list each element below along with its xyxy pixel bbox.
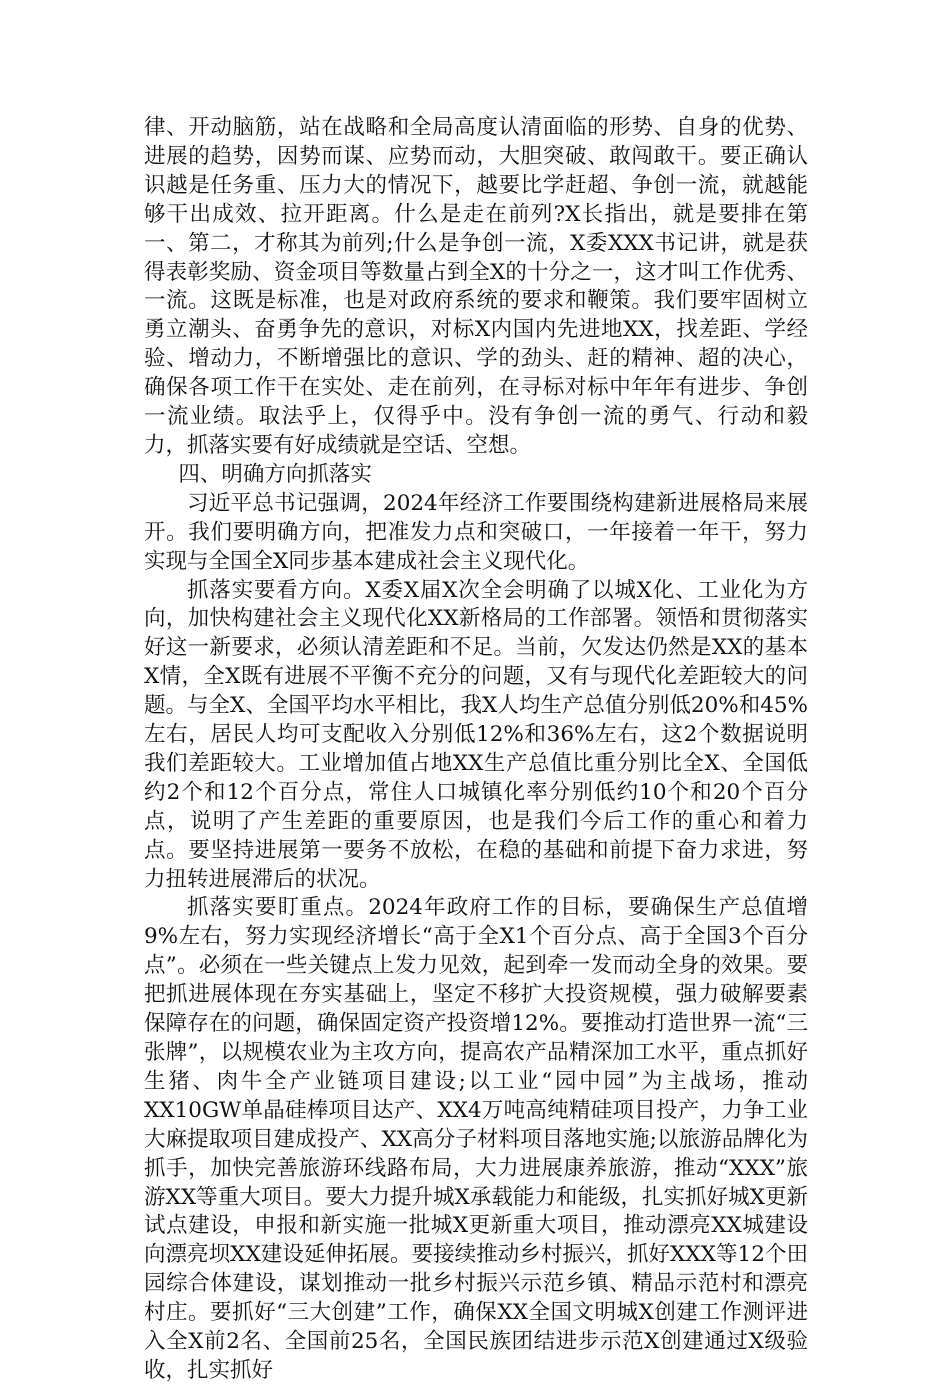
section-heading: 四、明确方向抓落实	[178, 461, 372, 487]
paragraph-direction: 抓落实要看方向。X委X届X次全会明确了以城X化、工业化为方向，加快构建社会主义现代化XX新格局的工作部署。领悟和贯彻落实好这一新要求，必须认清差距和不足。当前，欠发达仍然是XX的基本X情，全X既有进展不平衡不充分的问题，又有与现代化差距较大的问题。与全X、全国平均水平相比，我X人均生产总值分别低20%和45%左右，居民人均可支配收入分别低12%和36%左右，这2个数据说明我们差距较大。工业增加值占地XX生产总值比重分别比全X、全国低约2个和12个百分点，常住人口城镇化率分别低约10个和20个百分点，说明了产生差距的重要原因，也是我们今后工作的重心和着力点。要坚持进展第一要务不放松，在稳的基础和前提下奋力求进，努力扭转进展滞后的状况。	[144, 577, 808, 892]
paragraph-intro: 习近平总书记强调，2024年经济工作要围绕构建新进展格局来展开。我们要明确方向，把准发力点和突破口，一年接着一年干，努力实现与全国全X同步基本建成社会主义现代化。	[144, 490, 808, 574]
document-page	[144, 114, 808, 1386]
paragraph-priorities: 抓落实要盯重点。2024年政府工作的目标，要确保生产总值增9%左右，努力实现经济增长“高于全X1个百分点、高于全国3个百分点”。必须在一些关键点上发力见效，起到牵一发而动全身的效果。要把抓进展体现在夯实基础上，坚定不移扩大投资规模，强力破解要素保障存在的问题，确保固定资产投资增12%。要推动打造世界一流“三张牌”，以规模农业为主攻方向，提高农产品精深加工水平，重点抓好生猪、肉牛全产业链项目建设;以工业“园中园”为主战场，推动XX10GW单晶硅棒项目达产、XX4万吨高纯精硅项目投产，力争工业大麻提取项目建成投产、XX高分子材料项目落地实施;以旅游品牌化为抓手，加快完善旅游环线路布局，大力进展康养旅游，推动“XXX”旅游XX等重大项目。要大力提升城X承载能力和能级，扎实抓好城X更新试点建设，申报和新实施一批城X更新重大项目，推动漂亮XX城建设向漂亮坝XX建设延伸拓展。要接续推动乡村振兴，抓好XXX等12个田园综合体建设，谋划推动一批乡村振兴示范乡镇、精品示范村和漂亮村庄。要抓好“三大创建”工作，确保XX全国文明城X创建工作测评进入全X前2名、全国前25名，全国民族团结进步示范X创建通过X级验收，扎实抓好	[144, 895, 808, 1383]
paragraph-continuation: 律、开动脑筋，站在战略和全局高度认清面临的形势、自身的优势、进展的趋势，因势而谋、应势而动，大胆突破、敢闯敢干。要正确认识越是任务重、压力大的情况下，越要比学赶超、争创一流，就越能够干出成效、拉开距离。什么是走在前列?X长指出，就是要排在第一、第二，才称其为前列;什么是争创一流，X委XXX书记讲，就是获得表彰奖励、资金项目等数量占到全X的十分之一，这才叫工作优秀、一流。这既是标准，也是对政府系统的要求和鞭策。我们要牢固树立勇立潮头、奋勇争先的意识，对标X内国内先进地XX，找差距、学经验、增动力，不断增强比的意识、学的劲头、赶的精神、超的决心，确保各项工作干在实处、走在前列，在寻标对标中年年有进步、争创一流业绩。取法乎上，仅得乎中。没有争创一流的勇气、行动和毅力，抓落实要有好成绩就是空话、空想。	[144, 115, 808, 458]
